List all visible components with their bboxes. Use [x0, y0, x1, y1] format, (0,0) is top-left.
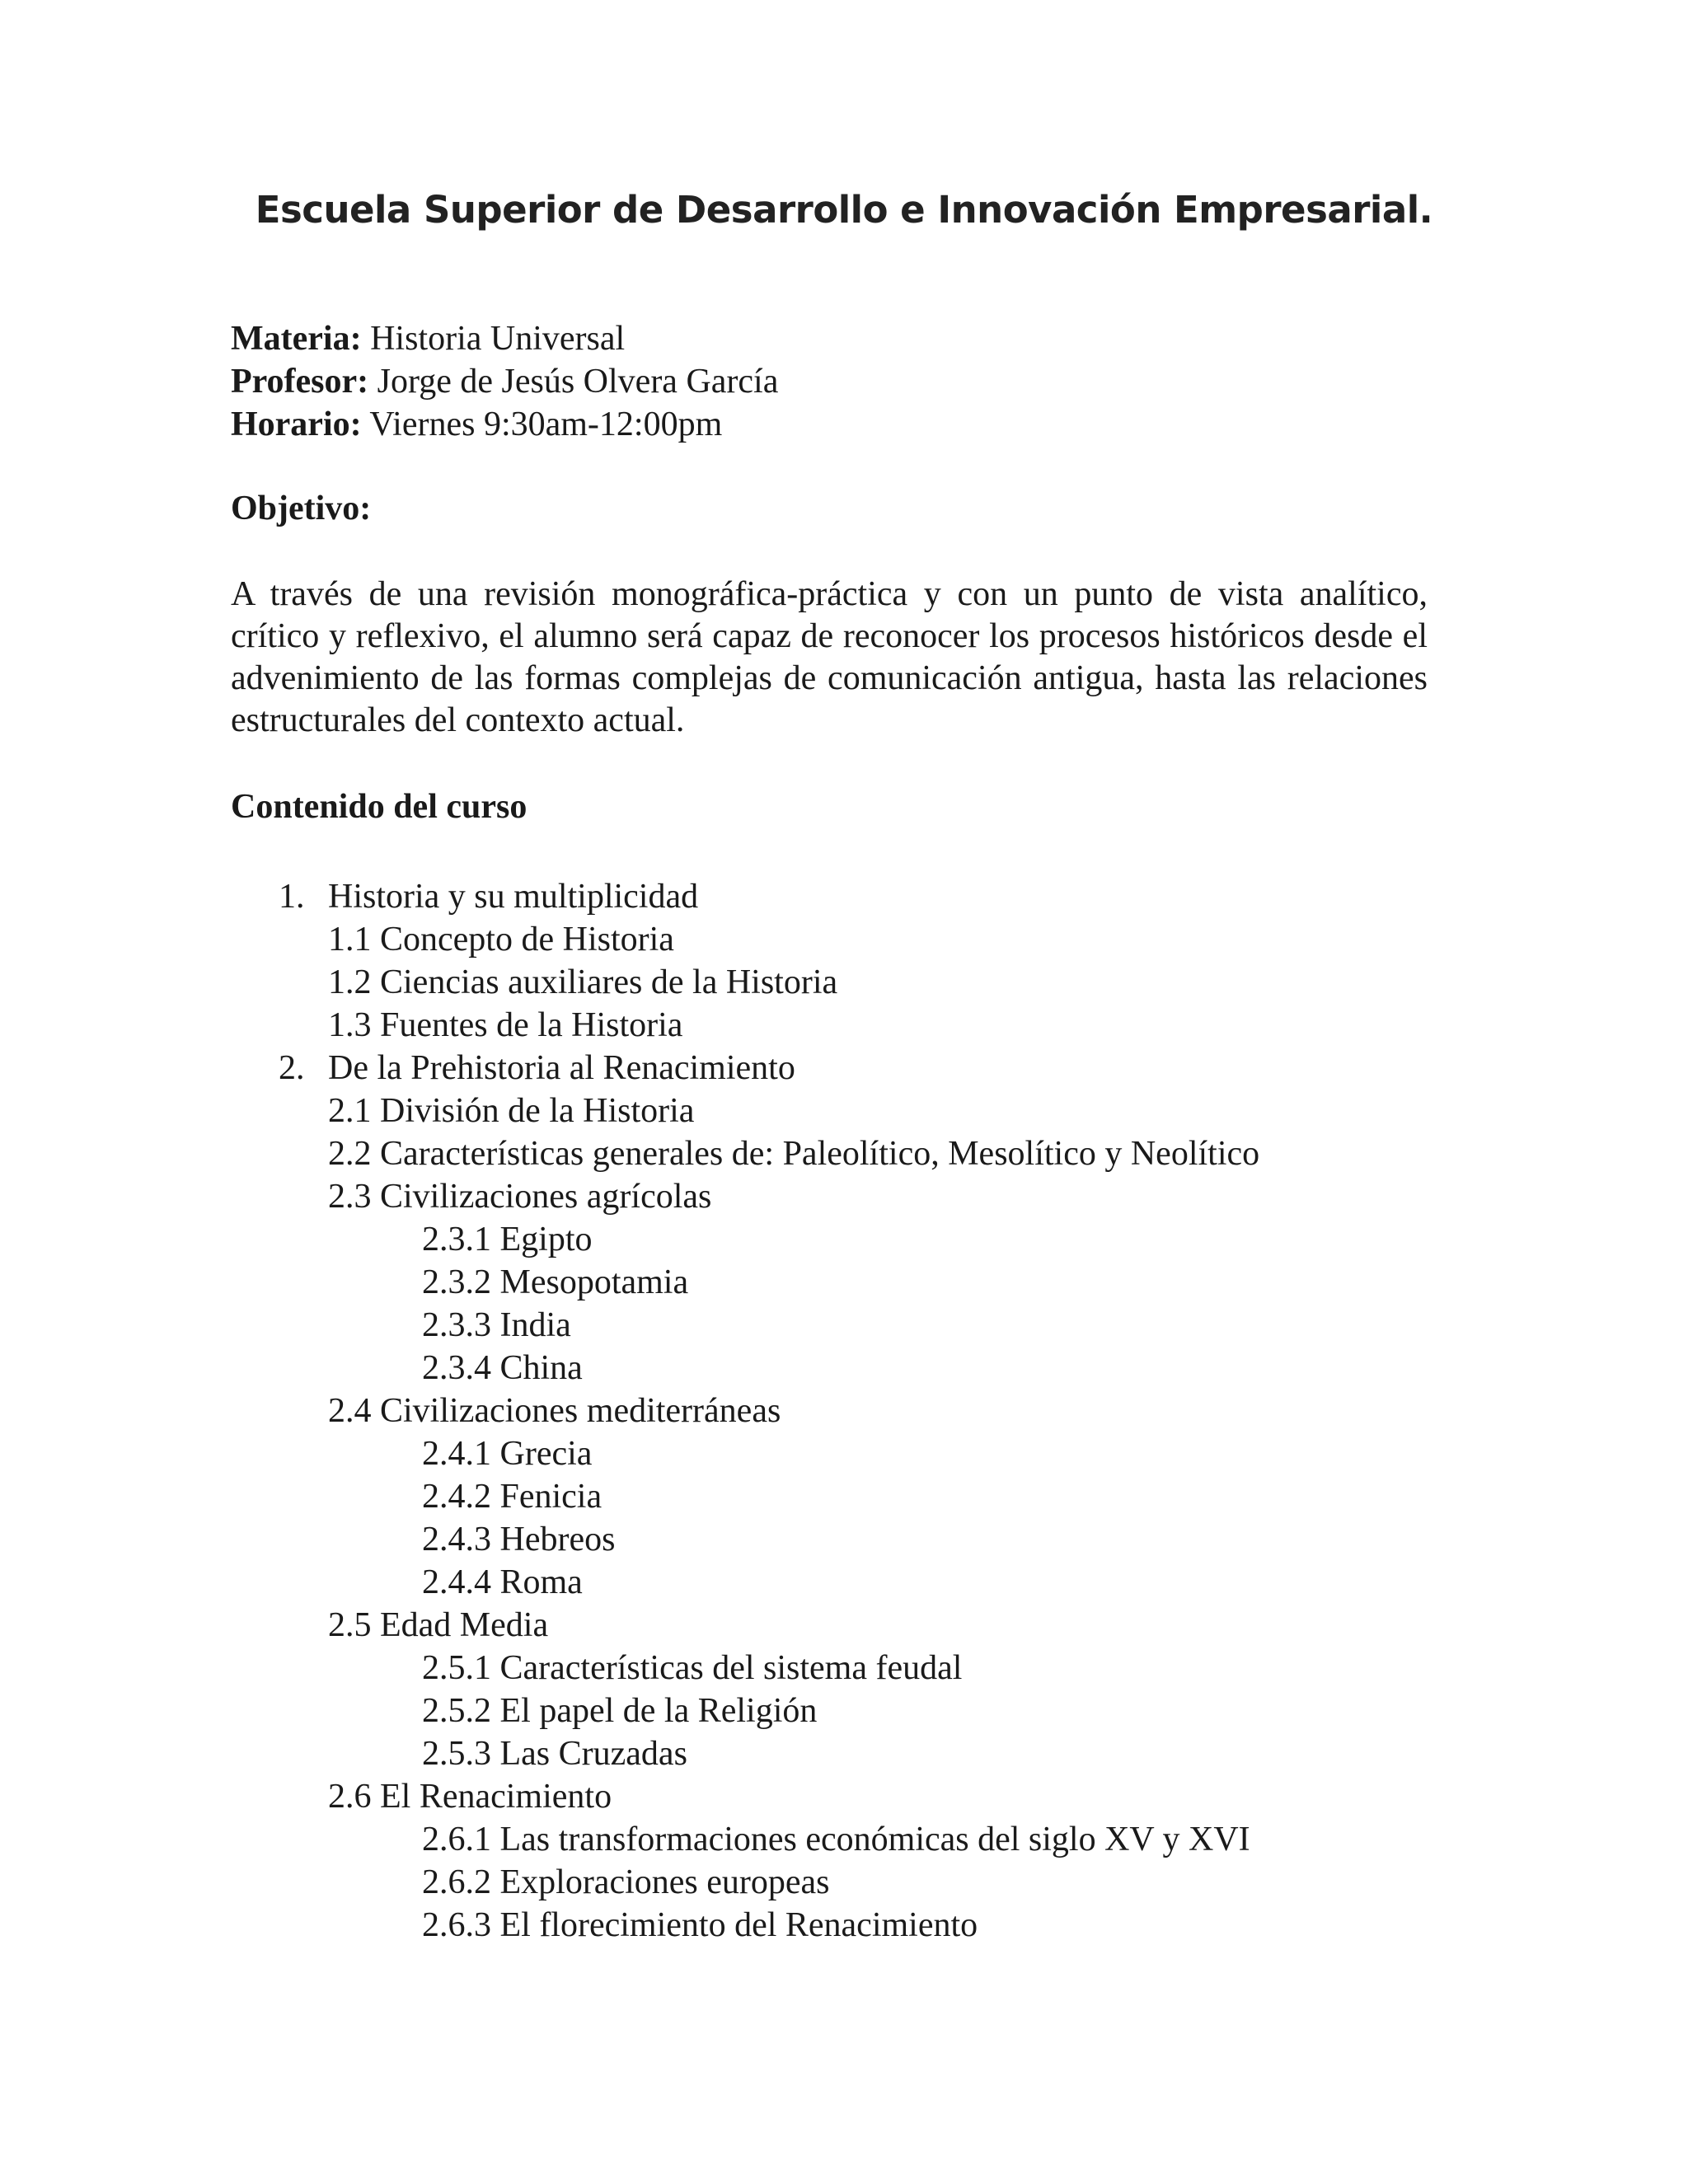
objective-paragraph: A través de una revisión monográfica-práctica y con un punto de vista analítico, crítico y reflexivo, el alumno será capaz de reconocer los procesos históricos desde el advenimiento de las formas complejas de comunicación antigua, hasta las relaciones estructurales del contexto actual. [231, 575, 1428, 739]
list-item-level1 [279, 875, 698, 918]
list-item-level2: 2.6 El Renacimiento [328, 1778, 612, 1816]
list-item-level1 [279, 1047, 795, 1090]
list-item-level2: 2.1 División de la Historia [328, 1092, 695, 1130]
list-item-level2: 2.4 Civilizaciones mediterráneas [328, 1392, 781, 1430]
list-item-text: De la Prehistoria al Renacimiento [328, 1049, 795, 1087]
professor-row [231, 360, 778, 403]
list-item-level3: 2.3.2 Mesopotamia [422, 1263, 689, 1301]
list-item-text: Historia y su multiplicidad [328, 878, 699, 916]
list-item-level3: 2.4.3 Hebreos [422, 1521, 616, 1558]
list-item-level3: 2.3.3 India [422, 1306, 571, 1344]
list-item-level3: 2.6.3 El florecimiento del Renacimiento [422, 1906, 978, 1944]
list-item-level2: 1.1 Concepto de Historia [328, 921, 674, 958]
list-item-level3: 2.4.4 Roma [422, 1563, 583, 1601]
list-item-level3: 2.5.2 El papel de la Religión [422, 1692, 818, 1730]
professor-value: Jorge de Jesús Olvera García [377, 363, 779, 401]
subject-row [231, 317, 778, 360]
course-info [231, 317, 778, 446]
list-item-level2: 2.2 Características generales de: Paleolítico, Mesolítico y Neolítico [328, 1135, 1260, 1173]
schedule-row [231, 403, 778, 446]
list-item-level3: 2.6.1 Las transformaciones económicas del siglo XV y XVI [422, 1821, 1250, 1858]
list-item-level2: 2.5 Edad Media [328, 1606, 549, 1644]
list-item-level3: 2.3.1 Egipto [422, 1221, 593, 1258]
schedule-label: Horario: [231, 405, 362, 443]
subject-value: Historia Universal [370, 320, 626, 358]
list-item-level3: 2.4.1 Grecia [422, 1435, 593, 1473]
list-item-level3: 2.4.2 Fenicia [422, 1478, 603, 1516]
list-item-level3: 2.5.3 Las Cruzadas [422, 1735, 687, 1773]
page-title: Escuela Superior de Desarrollo e Innovación Empresarial. [255, 188, 1433, 232]
professor-label: Profesor: [231, 363, 369, 401]
list-item-level3: 2.5.1 Características del sistema feudal [422, 1649, 963, 1687]
list-item-level2: 1.2 Ciencias auxiliares de la Historia [328, 963, 838, 1001]
objective-heading: Objetivo: [231, 490, 372, 527]
list-item-number: 1. [279, 878, 305, 916]
list-item-level2: 2.3 Civilizaciones agrícolas [328, 1178, 712, 1216]
list-item-level3: 2.3.4 China [422, 1349, 583, 1387]
list-item-level3: 2.6.2 Exploraciones europeas [422, 1863, 830, 1901]
content-heading: Contenido del curso [231, 788, 528, 826]
list-item-number: 2. [279, 1049, 305, 1087]
list-item-level2: 1.3 Fuentes de la Historia [328, 1006, 683, 1044]
schedule-value: Viernes 9:30am-12:00pm [369, 405, 723, 443]
subject-label: Materia: [231, 320, 362, 358]
